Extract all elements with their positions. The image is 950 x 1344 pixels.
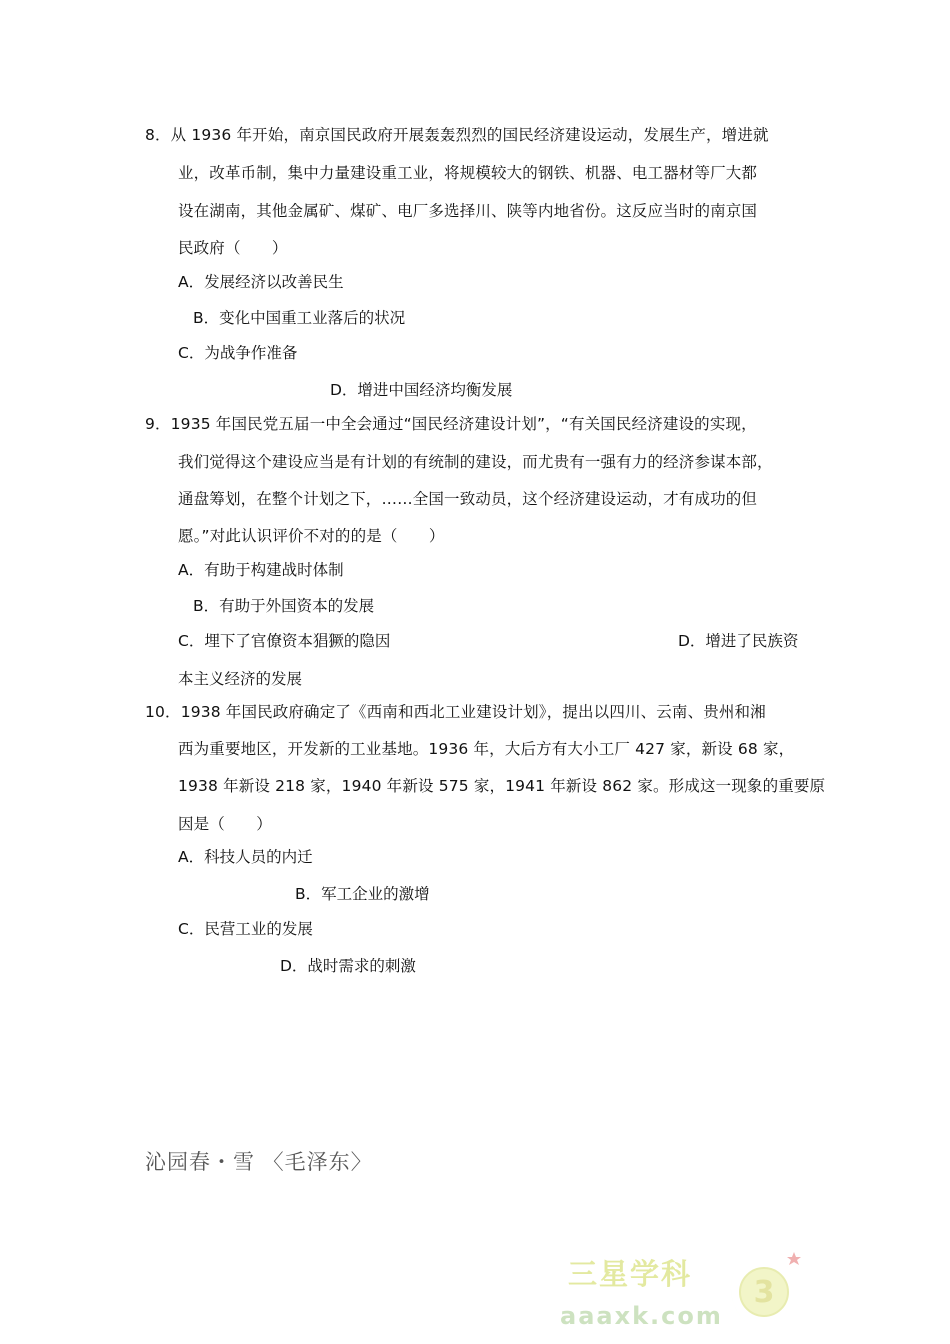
- question-stem-line: 因是（ ）: [178, 815, 272, 833]
- option-d[interactable]: D．增进中国经济均衡发展: [330, 381, 513, 399]
- option-a[interactable]: A．发展经济以改善民生: [178, 273, 344, 291]
- question-number: 9．1935 年国民党五届一中全会通过“国民经济建设计划”，“有关国民经济建设的实现，: [145, 415, 757, 433]
- option-d[interactable]: D．战时需求的刺激: [280, 957, 416, 975]
- watermark-badge-icon: [698, 1240, 808, 1344]
- watermark-url: aaaxk.com: [560, 1302, 723, 1330]
- option-d[interactable]: D．增进了民族资: [678, 632, 799, 650]
- option-c[interactable]: C．为战争作准备: [178, 344, 298, 362]
- question-stem-line: 愿。”对此认识评价不对的的是（ ）: [178, 527, 445, 545]
- question-number: 10．1938 年国民政府确定了《西南和西北工业建设计划》，提出以四川、云南、贵州和湘: [145, 703, 766, 721]
- option-a[interactable]: A．有助于构建战时体制: [178, 561, 344, 579]
- option-c[interactable]: C．民营工业的发展: [178, 920, 313, 938]
- question-stem-line: 业，改革币制，集中力量建设重工业，将规模较大的钢铁、机器、电工器材等厂大都: [178, 164, 758, 182]
- option-b[interactable]: B．军工企业的激增: [295, 885, 430, 903]
- poem-title: 沁园春・雪 〈毛泽东〉: [145, 1150, 373, 1174]
- watermark-logo: [560, 1240, 810, 1340]
- badge-number: 3: [753, 1275, 775, 1310]
- option-b[interactable]: B．变化中国重工业落后的状况: [193, 309, 406, 327]
- question-stem-line: 设在湖南，其他金属矿、煤矿、电厂多选择川、陕等内地省份。这反应当时的南京国: [178, 202, 758, 220]
- option-b[interactable]: B．有助于外国资本的发展: [193, 597, 375, 615]
- question-stem-line: 西为重要地区，开发新的工业基地。1936 年，大后方有大小工厂 427 家，新设 68 家，: [178, 740, 795, 758]
- option-c[interactable]: C．埋下了官僚资本猖獗的隐因: [178, 632, 391, 650]
- question-number: 8．从 1936 年开始，南京国民政府开展轰轰烈烈的国民经济建设运动，发展生产，增进就: [145, 126, 769, 144]
- question-stem-line: 民政府（ ）: [178, 239, 288, 257]
- question-stem-line: 通盘筹划，在整个计划之下，……全国一致动员，这个经济建设运动，才有成功的但: [178, 490, 758, 508]
- option-a[interactable]: A．科技人员的内迁: [178, 848, 313, 866]
- star-icon: [787, 1252, 801, 1265]
- watermark-name: 三星学科: [568, 1257, 693, 1291]
- question-stem-line: 1938 年新设 218 家，1940 年新设 575 家，1941 年新设 862 家。形成这一现象的重要原: [178, 777, 826, 795]
- question-stem-line: 我们觉得这个建设应当是有计划的有统制的建设，而尤贵有一强有力的经济参谋本部，: [178, 453, 773, 471]
- option-d-continuation: 本主义经济的发展: [178, 670, 303, 688]
